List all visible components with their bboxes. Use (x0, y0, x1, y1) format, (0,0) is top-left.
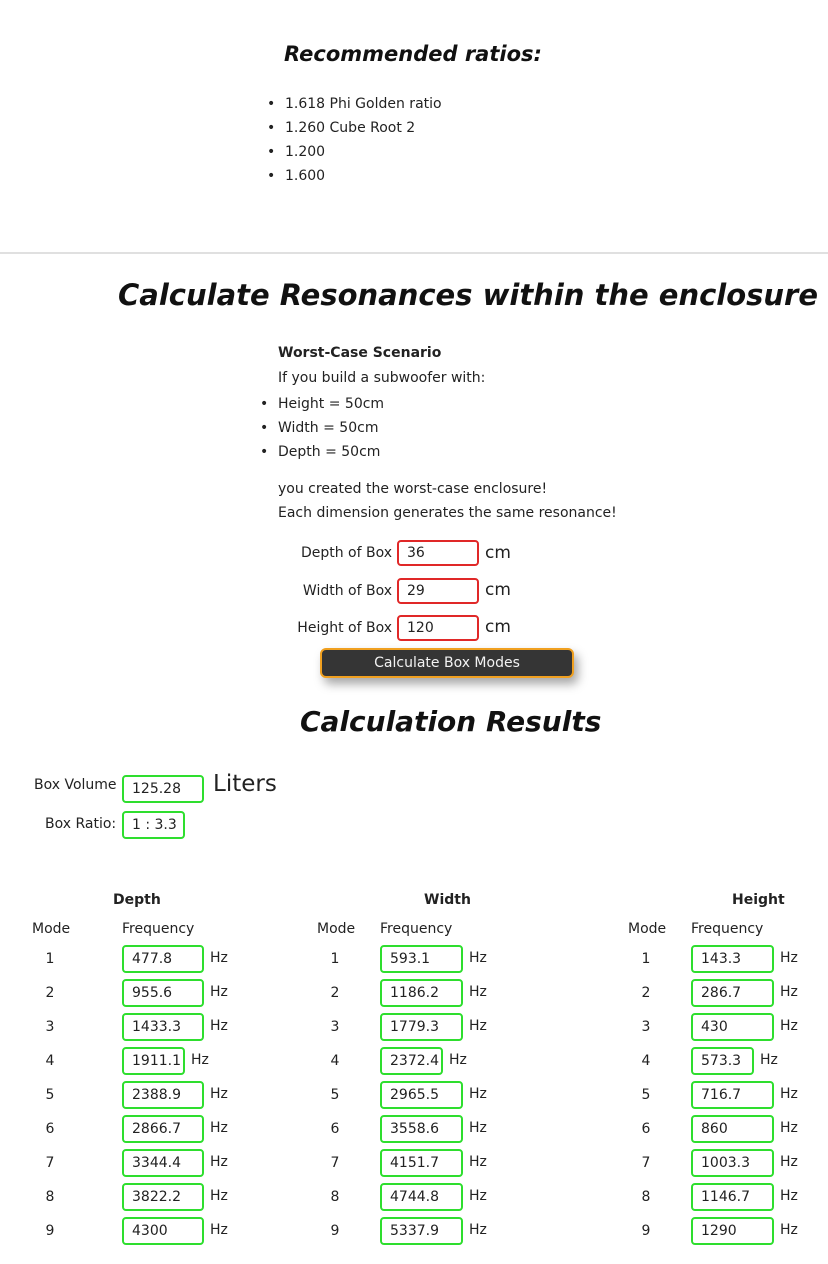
width-hz-unit: Hz (469, 1188, 487, 1204)
height-frequency-output: 860 (691, 1115, 774, 1143)
resonance-heading: Calculate Resonances within the enclosure (118, 278, 819, 312)
results-heading: Calculation Results (300, 705, 602, 738)
depth-input[interactable]: 36 (397, 540, 479, 566)
width-hz-unit: Hz (469, 1018, 487, 1034)
depth-mode-number: 1 (45, 951, 55, 967)
height-frequency-output: 143.3 (691, 945, 774, 973)
depth-mode-number: 4 (45, 1053, 55, 1069)
height-hz-unit: Hz (780, 1222, 798, 1238)
width-frequency-output: 2965.5 (380, 1081, 463, 1109)
width-hz-unit: Hz (449, 1052, 467, 1068)
worst-dims-list (278, 392, 384, 464)
width-mode-header: Mode (317, 921, 356, 937)
width-frequency-output: 3558.6 (380, 1115, 463, 1143)
depth-hz-unit: Hz (210, 1188, 228, 1204)
height-label: Height of Box (297, 620, 392, 636)
width-mode-number: 6 (330, 1121, 340, 1137)
width-mode-number: 9 (330, 1223, 340, 1239)
worst-note-1: you created the worst-case enclosure! (278, 481, 548, 497)
width-hz-unit: Hz (469, 1154, 487, 1170)
height-hz-unit: Hz (780, 950, 798, 966)
list-item: • Width = 50cm (278, 416, 384, 440)
list-item: • 1.260 Cube Root 2 (285, 116, 442, 140)
list-item: • 1.600 (285, 164, 442, 188)
width-hz-unit: Hz (469, 1086, 487, 1102)
width-frequency-output: 1779.3 (380, 1013, 463, 1041)
scenario-title: Worst-Case Scenario (278, 345, 442, 361)
list-item: • Height = 50cm (278, 392, 384, 416)
depth-hz-unit: Hz (210, 1222, 228, 1238)
volume-unit: Liters (213, 771, 277, 797)
width-frequency-output: 5337.9 (380, 1217, 463, 1245)
height-frequency-output: 716.7 (691, 1081, 774, 1109)
ratios-list (285, 92, 442, 188)
height-input[interactable]: 120 (397, 615, 479, 641)
width-frequency-header: Frequency (380, 921, 453, 937)
ratio-output: 1 : 3.3 (122, 811, 185, 839)
volume-output: 125.28 (122, 775, 204, 803)
depth-frequency-output: 955.6 (122, 979, 204, 1007)
height-frequency-output: 573.3 (691, 1047, 754, 1075)
height-column-title: Height (732, 892, 785, 908)
depth-frequency-output: 1433.3 (122, 1013, 204, 1041)
depth-mode-number: 9 (45, 1223, 55, 1239)
depth-hz-unit: Hz (210, 1018, 228, 1034)
width-hz-unit: Hz (469, 984, 487, 1000)
height-mode-number: 4 (641, 1053, 651, 1069)
width-mode-number: 8 (330, 1189, 340, 1205)
calculate-box-modes-button[interactable]: Calculate Box Modes (320, 648, 574, 678)
width-column-title: Width (424, 892, 471, 908)
depth-mode-number: 2 (45, 985, 55, 1001)
height-mode-number: 3 (641, 1019, 651, 1035)
depth-mode-number: 5 (45, 1087, 55, 1103)
width-mode-number: 3 (330, 1019, 340, 1035)
height-mode-number: 6 (641, 1121, 651, 1137)
width-hz-unit: Hz (469, 950, 487, 966)
height-frequency-output: 286.7 (691, 979, 774, 1007)
width-mode-number: 4 (330, 1053, 340, 1069)
list-item: • Depth = 50cm (278, 440, 384, 464)
width-frequency-output: 4151.7 (380, 1149, 463, 1177)
height-hz-unit: Hz (780, 1086, 798, 1102)
width-mode-number: 7 (330, 1155, 340, 1171)
depth-hz-unit: Hz (210, 1086, 228, 1102)
depth-label: Depth of Box (300, 545, 392, 561)
height-mode-number: 1 (641, 951, 651, 967)
depth-frequency-header: Frequency (122, 921, 195, 937)
height-mode-number: 2 (641, 985, 651, 1001)
height-mode-number: 8 (641, 1189, 651, 1205)
depth-frequency-output: 2866.7 (122, 1115, 204, 1143)
width-mode-number: 2 (330, 985, 340, 1001)
height-unit: cm (485, 617, 511, 637)
depth-mode-number: 3 (45, 1019, 55, 1035)
volume-label: Box Volume (34, 777, 117, 793)
worst-note-2: Each dimension generates the same resonance! (278, 505, 617, 521)
width-unit: cm (485, 580, 511, 600)
depth-hz-unit: Hz (210, 950, 228, 966)
depth-mode-number: 6 (45, 1121, 55, 1137)
depth-frequency-output: 4300 (122, 1217, 204, 1245)
height-hz-unit: Hz (780, 984, 798, 1000)
height-hz-unit: Hz (760, 1052, 778, 1068)
depth-frequency-output: 477.8 (122, 945, 204, 973)
depth-mode-header: Mode (32, 921, 71, 937)
scenario-intro: If you build a subwoofer with: (278, 370, 486, 386)
divider (0, 252, 828, 254)
depth-frequency-output: 2388.9 (122, 1081, 204, 1109)
depth-frequency-output: 1911.1 (122, 1047, 185, 1075)
depth-hz-unit: Hz (210, 1120, 228, 1136)
height-mode-header: Mode (628, 921, 667, 937)
ratio-label: Box Ratio: (45, 816, 117, 832)
width-frequency-output: 593.1 (380, 945, 463, 973)
width-hz-unit: Hz (469, 1120, 487, 1136)
list-item: • 1.618 Phi Golden ratio (285, 92, 442, 116)
height-frequency-output: 1290 (691, 1217, 774, 1245)
depth-mode-number: 7 (45, 1155, 55, 1171)
width-hz-unit: Hz (469, 1222, 487, 1238)
ratios-heading: Recommended ratios: (284, 42, 542, 66)
depth-unit: cm (485, 543, 511, 563)
depth-hz-unit: Hz (191, 1052, 209, 1068)
depth-mode-number: 8 (45, 1189, 55, 1205)
width-input[interactable]: 29 (397, 578, 479, 604)
width-mode-number: 1 (330, 951, 340, 967)
height-hz-unit: Hz (780, 1154, 798, 1170)
depth-hz-unit: Hz (210, 1154, 228, 1170)
height-hz-unit: Hz (780, 1018, 798, 1034)
width-frequency-output: 1186.2 (380, 979, 463, 1007)
width-mode-number: 5 (330, 1087, 340, 1103)
depth-column-title: Depth (113, 892, 161, 908)
height-frequency-output: 1003.3 (691, 1149, 774, 1177)
height-frequency-header: Frequency (691, 921, 764, 937)
depth-frequency-output: 3822.2 (122, 1183, 204, 1211)
height-frequency-output: 1146.7 (691, 1183, 774, 1211)
height-mode-number: 7 (641, 1155, 651, 1171)
height-hz-unit: Hz (780, 1120, 798, 1136)
list-item: • 1.200 (285, 140, 442, 164)
width-label: Width of Box (302, 583, 392, 599)
width-frequency-output: 4744.8 (380, 1183, 463, 1211)
width-frequency-output: 2372.4 (380, 1047, 443, 1075)
height-mode-number: 5 (641, 1087, 651, 1103)
height-hz-unit: Hz (780, 1188, 798, 1204)
depth-frequency-output: 3344.4 (122, 1149, 204, 1177)
depth-hz-unit: Hz (210, 984, 228, 1000)
height-mode-number: 9 (641, 1223, 651, 1239)
height-frequency-output: 430 (691, 1013, 774, 1041)
